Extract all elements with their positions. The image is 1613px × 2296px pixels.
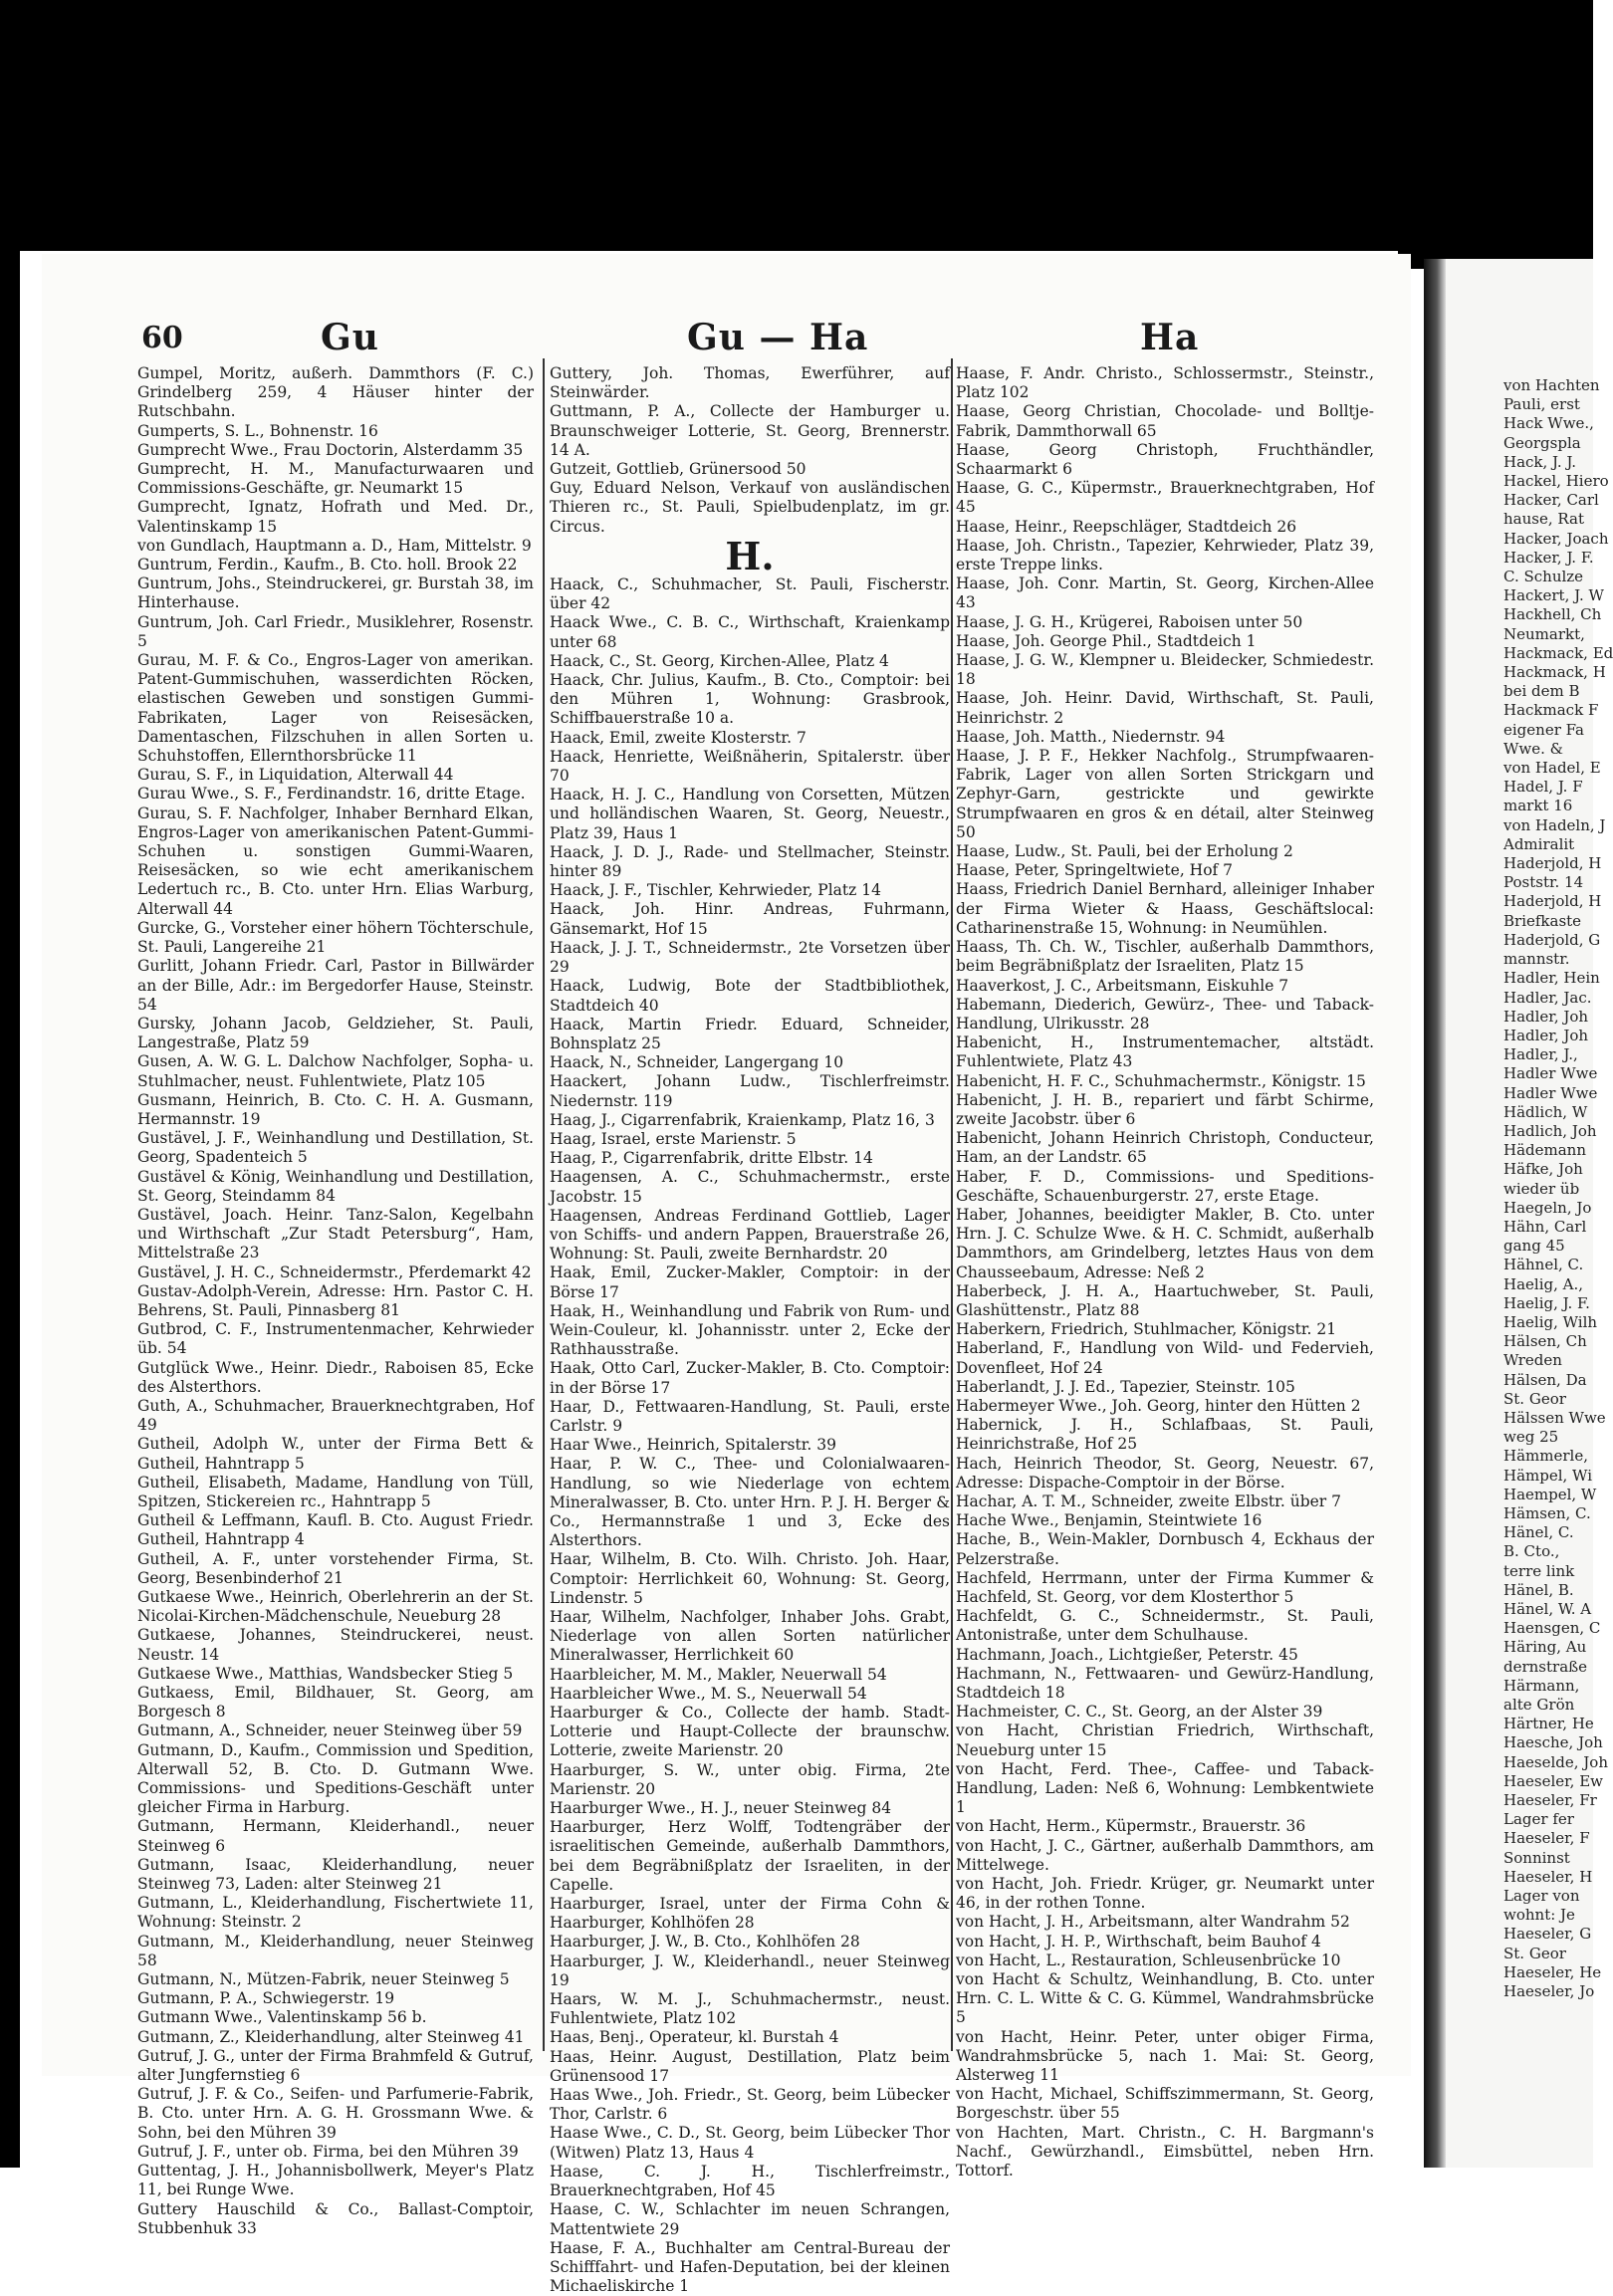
directory-entry: Haack, J. J. T., Schneidermstr., 2te Vorsetzen über 29: [550, 938, 950, 977]
directory-entry: Gumpel, Moritz, außerh. Dammthors (F. C.) Grindelberg 259, 4 Häuser hinter der Rutschbahn.: [137, 364, 534, 421]
directory-entry: Hach, Heinrich Theodor, St. Georg, Neuestr. 67, Adresse: Dispache-Comptoir in der Börse.: [956, 1454, 1374, 1492]
directory-entry: Gutmann, M., Kleiderhandlung, neuer Steinweg 58: [137, 1932, 534, 1969]
facing-page-fragment: markt 16: [1503, 797, 1573, 815]
directory-entry: Gutmann, Isaac, Kleiderhandlung, neuer Steinweg 73, Laden: alter Steinweg 21: [137, 1855, 534, 1894]
directory-entry: Haar, Wilhelm, B. Cto. Wilh. Christo. Joh. Haar, Comptoir: Herrlichkeit 60, Wohnung: St. Georg, Lindenstr. 5: [550, 1550, 950, 1607]
directory-entry: Gutmann, A., Schneider, neuer Steinweg über 59: [137, 1722, 523, 1740]
column-right: [956, 364, 1374, 2181]
directory-entry: Gutmann, Z., Kleiderhandlung, alter Steinweg 41: [137, 2027, 525, 2046]
directory-entry: Haass, Friedrich Daniel Bernhard, alleiniger Inhaber der Firma Wieter & Haass, Geschäftslocal: Catharinenstraße 15, Wohnung: in Neumühlen.: [956, 880, 1374, 937]
directory-entry: Haarburger, J. W., Kleiderhandl., neuer Steinweg 19: [550, 1952, 950, 1989]
column-rule: [543, 358, 545, 2051]
facing-page-fragment: Lager fer: [1503, 1810, 1574, 1829]
facing-page-fragment: Haesche, Joh: [1503, 1733, 1603, 1752]
facing-page-fragment: Härtner, He: [1503, 1715, 1594, 1733]
facing-page-fragment: Hackmack F: [1503, 701, 1599, 720]
facing-page-fragment: Hädemann: [1503, 1141, 1586, 1160]
directory-entry: Haas, Benj., Operateur, kl. Burstah 4: [550, 2028, 839, 2047]
facing-page-fragment: Hacker, Carl: [1503, 491, 1599, 510]
facing-page-fragment: Hälsen, Ch: [1503, 1332, 1587, 1351]
directory-entry: Gustävel, J. F., Weinhandlung und Destillation, St. Georg, Spadenteich 5: [137, 1129, 534, 1167]
directory-entry: von Hacht, Herm., Küpermstr., Brauerstr. 36: [956, 1817, 1306, 1836]
facing-page-fragment: Hack Wwe.,: [1503, 414, 1594, 433]
column-middle-continuation: [550, 364, 950, 537]
directory-entry: Haaverkost, J. C., Arbeitsmann, Eiskuhle 7: [956, 976, 1289, 995]
facing-page-fragment: Hälssen Wwe: [1503, 1408, 1606, 1427]
facing-page-fragment: Haeseler, G: [1503, 1925, 1592, 1944]
facing-page-fragment: Haderjold, H: [1503, 854, 1602, 873]
directory-entry: Haber, Johannes, beeidigter Makler, B. Cto. unter Hrn. J. C. Schulze Wwe. & H. C. Schmidt, außerhalb Dammthors, am Grindelberg, letztes Haus von dem Chausseebaum, Adresse: Neß 2: [956, 1205, 1374, 1281]
directory-entry: Gutheil, Adolph W., unter der Firma Bett & Gutheil, Hahntrapp 5: [137, 1435, 534, 1473]
directory-entry: Haack, Henriette, Weißnäherin, Spitalerstr. über 70: [550, 747, 950, 786]
directory-entry: Haarbleicher, M. M., Makler, Neuerwall 54: [550, 1665, 887, 1684]
directory-entry: Haar, D., Fettwaaren-Handlung, St. Pauli, erste Carlstr. 9: [550, 1397, 950, 1435]
directory-entry: Habenicht, J. H. B., repariert und färbt Schirme, zweite Jacobstr. über 6: [956, 1090, 1374, 1128]
directory-entry: Gutmann, Hermann, Kleiderhandl., neuer Steinweg 6: [137, 1817, 534, 1855]
directory-entry: Gustävel, Joach. Heinr. Tanz-Salon, Kegelbahn und Wirthschaft „Zur Stadt Petersburg“, Ham, Mittelstraße 23: [137, 1205, 534, 1263]
facing-page-fragment: C. Schulze: [1503, 568, 1584, 586]
facing-page-fragment: Georgspla: [1503, 433, 1581, 452]
directory-entry: Guttmann, P. A., Collecte der Hamburger u. Braunschweiger Lotterie, St. Georg, Brennerstr. 14 A.: [550, 402, 950, 459]
facing-page-fragment: Haderjold, G: [1503, 930, 1601, 949]
facing-page-fragment: St. Geor: [1503, 1944, 1566, 1962]
facing-page-fragment: Hälsen, Da: [1503, 1370, 1587, 1389]
facing-page-fragment: Hänel, C.: [1503, 1523, 1574, 1542]
directory-entry: Haarburger, J. W., B. Cto., Kohlhöfen 28: [550, 1933, 860, 1952]
directory-entry: Habenicht, H. F. C., Schuhmachermstr., Königstr. 15: [956, 1071, 1366, 1090]
facing-page-fragment: Haegeln, Jo: [1503, 1198, 1592, 1217]
directory-entry: Hachfeld, Herrmann, unter der Firma Kummer & Hachfeld, St. Georg, vor dem Klosterthor 5: [956, 1568, 1374, 1606]
facing-page-fragment: alte Grön: [1503, 1696, 1575, 1715]
facing-page-fragment: Hämmerle,: [1503, 1447, 1588, 1466]
directory-entry: Haarburger, Israel, unter der Firma Cohn & Haarburger, Kohlhöfen 28: [550, 1895, 950, 1933]
directory-entry: Habenicht, Johann Heinrich Christoph, Conducteur, Ham, an der Landstr. 65: [956, 1129, 1374, 1167]
facing-page-fragment: Haderjold, H: [1503, 892, 1602, 911]
directory-entry: Guttentag, J. H., Johannisbollwerk, Meyer's Platz 11, bei Runge Wwe.: [137, 2162, 534, 2199]
directory-entry: Gutkaese Wwe., Matthias, Wandsbecker Stieg 5: [137, 1664, 514, 1683]
directory-entry: Haase, F. Andr. Christo., Schlossermstr., Steinstr., Platz 102: [956, 364, 1374, 402]
directory-entry: Haak, H., Weinhandlung und Fabrik von Rum- und Wein-Couleur, kl. Johannisstr. unter 2, Ecke der Rathhausstraße.: [550, 1301, 950, 1359]
directory-entry: Gurau, S. F., in Liquidation, Alterwall 44: [137, 766, 454, 785]
directory-entry: Haar, Wilhelm, Nachfolger, Inhaber Johs. Grabt, Niederlage von allen Sorten natürlicher Mineralwasser, Herrlichkeit 60: [550, 1608, 950, 1665]
directory-entry: Haar Wwe., Heinrich, Spitalerstr. 39: [550, 1436, 836, 1455]
directory-entry: Gutruf, J. F. & Co., Seifen- und Parfumerie-Fabrik, B. Cto. unter Hrn. A. G. H. Grossmann Wwe. & Sohn, bei den Mühren 39: [137, 2085, 534, 2142]
directory-entry: Haase, J. G. W., Klempner u. Bleidecker, Schmiedestr. 18: [956, 651, 1374, 689]
facing-page-fragment: Haeseler, F: [1503, 1829, 1590, 1848]
directory-entry: von Hacht, Heinr. Peter, unter obiger Firma, Wandrahmsbrücke 5, nach 1. Mai: St. Georg, Alsterweg 11: [956, 2027, 1374, 2085]
section-letter: H.: [725, 533, 775, 578]
directory-entry: von Hacht, J. C., Gärtner, außerhalb Dammthors, am Mittelwege.: [956, 1836, 1374, 1874]
facing-page-fragment: Häfke, Joh: [1503, 1160, 1583, 1179]
directory-entry: Haase, J. G. H., Krügerei, Raboisen unter 50: [956, 612, 1303, 631]
facing-page-fragment: Hänel, W. A: [1503, 1600, 1592, 1618]
header-left: Gu: [321, 317, 379, 358]
facing-page-fragment: Lager von: [1503, 1887, 1580, 1906]
facing-page-fragment: wieder üb: [1503, 1179, 1580, 1198]
directory-entry: Gustav-Adolph-Verein, Adresse: Hrn. Pastor C. H. Behrens, St. Pauli, Pinnasberg 81: [137, 1281, 534, 1319]
directory-entry: Haack, Joh. Hinr. Andreas, Fuhrmann, Gänsemarkt, Hof 15: [550, 900, 950, 938]
facing-page-fragment: Wreden: [1503, 1351, 1562, 1370]
directory-entry: Haag, Israel, erste Marienstr. 5: [550, 1129, 797, 1148]
directory-entry: Guntrum, Joh. Carl Friedr., Musiklehrer, Rosenstr. 5: [137, 612, 534, 650]
facing-page-fragment: Hänel, B.: [1503, 1580, 1574, 1599]
facing-page-fragment: Hackhell, Ch: [1503, 605, 1602, 624]
directory-entry: Haack, C., Schuhmacher, St. Pauli, Fischerstr. über 42: [550, 575, 950, 613]
directory-entry: Habemann, Diederich, Gewürz-, Thee- und Taback-Handlung, Ulrikusstr. 28: [956, 995, 1374, 1033]
header-center: Gu — Ha: [687, 317, 869, 358]
facing-page-fragment: dernstraße: [1503, 1657, 1588, 1676]
directory-entry: Haarburger & Co., Collecte der hamb. Stadt-Lotterie und Haupt-Collecte der braunschw. Lotterie, zweite Marienstr. 20: [550, 1704, 950, 1760]
facing-page-fragment: Häring, Au: [1503, 1638, 1587, 1657]
facing-page-fragment: Hadel, J. F: [1503, 778, 1583, 797]
directory-entry: Guttery, Joh. Thomas, Ewerführer, auf Steinwärder.: [550, 364, 950, 402]
directory-entry: Gutheil, A. F., unter vorstehender Firma, St. Georg, Besenbinderhof 21: [137, 1549, 534, 1587]
facing-page-fragment: bei dem B: [1503, 682, 1580, 701]
facing-page-fragment: Hadler, Jac.: [1503, 988, 1592, 1007]
scan-border-left: [0, 251, 20, 2168]
directory-entry: Gusen, A. W. G. L. Dalchow Nachfolger, Sopha- u. Stuhlmacher, neust. Fuhlentwiete, Platz 105: [137, 1052, 534, 1090]
directory-entry: Gutruf, J. F., unter ob. Firma, bei den Mühren 39: [137, 2142, 519, 2161]
directory-entry: Haack, C., St. Georg, Kirchen-Allee, Platz 4: [550, 651, 889, 670]
facing-page-fragment: Hackmack, H: [1503, 663, 1606, 682]
facing-page-fragment: Hadler, Joh: [1503, 1007, 1589, 1026]
directory-entry: Haar, P. W. C., Thee- und Colonialwaaren-Handlung, so wie Niederlage von echtem Mineralwasser, B. Cto. unter Hrn. P. J. H. Berger & Co., Hermannstraße 1 und 3, Ecke des Alsterthors.: [550, 1455, 950, 1550]
facing-page-fragment: Hack, J. J.: [1503, 452, 1577, 471]
facing-page-fragment: Hadler Wwe: [1503, 1083, 1598, 1102]
page-number: 60: [141, 321, 183, 355]
directory-entry: Gumprecht, Ignatz, Hofrath und Med. Dr., Valentinskamp 15: [137, 498, 534, 536]
directory-entry: Haagensen, A. C., Schuhmachermstr., erste Jacobstr. 15: [550, 1168, 950, 1206]
directory-entry: Hachmann, Joach., Lichtgießer, Peterstr. 45: [956, 1645, 1298, 1664]
directory-entry: Haack, Ludwig, Bote der Stadtbibliothek, Stadtdeich 40: [550, 977, 950, 1015]
directory-entry: Haas, Heinr. August, Destillation, Platz beim Grünensood 17: [550, 2047, 950, 2085]
facing-page-fragment: Hämsen, C.: [1503, 1503, 1591, 1522]
directory-entry: Haase, Joh. Matth., Niedernstr. 94: [956, 727, 1226, 746]
directory-entry: Haack, Emil, zweite Klosterstr. 7: [550, 728, 806, 747]
facing-page-fragment: Haelig, Wilh: [1503, 1312, 1598, 1331]
facing-page-fragment: Haeselde, Joh: [1503, 1752, 1608, 1771]
directory-entry: Guth, A., Schuhmacher, Brauerknechtgraben, Hof 49: [137, 1396, 534, 1435]
facing-page-fragment: Hadler, J.,: [1503, 1045, 1578, 1064]
column-left: [137, 364, 534, 2238]
directory-entry: Haarburger Wwe., H. J., neuer Steinweg 84: [550, 1799, 892, 1818]
facing-page-fragment: Briefkaste: [1503, 911, 1582, 930]
directory-entry: Haase, C. J. H., Tischlerfreimstr., Brauerknechtgraben, Hof 45: [550, 2162, 950, 2200]
directory-entry: Haackert, Johann Ludw., Tischlerfreimstr. Niedernstr. 119: [550, 1072, 950, 1110]
facing-page-fragment: Neumarkt,: [1503, 624, 1585, 643]
directory-entry: Gutmann, D., Kaufm., Commission und Spedition, Alterwall 52, B. Cto. D. Gutmann Wwe. Commissions- und Speditions-Geschäft unter gleicher Firma in Harburg.: [137, 1740, 534, 1817]
directory-entry: Gutmann Wwe., Valentinskamp 56 b.: [137, 2008, 427, 2027]
facing-page-fragment: Hämpel, Wi: [1503, 1466, 1593, 1485]
facing-page-fragment: wohnt: Je: [1503, 1906, 1575, 1925]
column-rule: [951, 358, 953, 2051]
directory-entry: Haase, Ludw., St. Pauli, bei der Erholung 2: [956, 842, 1293, 861]
directory-entry: Guttery Hauschild & Co., Ballast-Comptoir, Stubbenhuk 33: [137, 2199, 534, 2237]
directory-entry: Haase, Joh. Christn., Tapezier, Kehrwieder, Platz 39, erste Treppe links.: [956, 536, 1374, 574]
directory-entry: Gutkaess, Emil, Bildhauer, St. Georg, am Borgesch 8: [137, 1684, 534, 1722]
facing-page-fragment: Wwe. &: [1503, 739, 1564, 758]
scan-border-right: [1398, 0, 1593, 269]
directory-entry: Gurau, M. F. & Co., Engros-Lager von amerikan. Patent-Gummischuhen, wasserdichten Röcken, elastischen Geweben und sonstigen Gummi-Fabrikaten, Lager von Reisesäcken, Damentaschen, Filzschuhen in allen Sorten u. Schuhstoffen, Ellernthorsbrücke 11: [137, 651, 534, 766]
facing-page-fragment: terre link: [1503, 1561, 1575, 1580]
directory-entry: Gumperts, S. L., Bohnenstr. 16: [137, 421, 378, 440]
header-right: Ha: [1140, 317, 1200, 358]
directory-entry: Haack, H. J. C., Handlung von Corsetten, Mützen und holländischen Waaren, St. Georg, Neuestr., Platz 39, Haus 1: [550, 786, 950, 842]
facing-page-fragment: B. Cto.,: [1503, 1542, 1560, 1561]
directory-entry: Gumprecht, H. M., Manufacturwaaren und Commissions-Geschäfte, gr. Neumarkt 15: [137, 460, 534, 498]
directory-entry: Haack Wwe., C. B. C., Wirthschaft, Kraienkamp unter 68: [550, 613, 950, 651]
facing-page-fragment: Poststr. 14: [1503, 873, 1584, 892]
directory-entry: Gutmann, N., Mützen-Fabrik, neuer Steinweg 5: [137, 1970, 510, 1989]
facing-page-fragment: Haeseler, Ew: [1503, 1771, 1603, 1790]
facing-page-fragment: Hähnel, C.: [1503, 1256, 1584, 1274]
directory-entry: Habenicht, H., Instrumentemacher, altstädt. Fuhlentwiete, Platz 43: [956, 1033, 1374, 1071]
facing-page-fragment: Haelig, A.,: [1503, 1274, 1584, 1293]
directory-entry: Gurcke, G., Vorsteher einer höhern Töchterschule, St. Pauli, Langereihe 21: [137, 918, 534, 957]
facing-page-fragment: gang 45: [1503, 1237, 1565, 1256]
facing-page-fragment: Sonninst: [1503, 1848, 1570, 1867]
directory-entry: Guntrum, Johs., Steindruckerei, gr. Burstah 38, im Hinterhause.: [137, 574, 534, 612]
directory-entry: Guntrum, Ferdin., Kaufm., B. Cto. holl. Brook 22: [137, 556, 518, 574]
directory-entry: Gurau Wwe., S. F., Ferdinandstr. 16, dritte Etage.: [137, 785, 526, 804]
facing-page-fragment: von Hachten: [1503, 376, 1600, 394]
facing-page-fragment: weg 25: [1503, 1428, 1559, 1447]
directory-entry: Haarburger, Herz Wolff, Todtengräber der israelitischen Gemeinde, außerhalb Dammthors, bei dem Begräbnißplatz der Israeliten, in der Capelle.: [550, 1818, 950, 1894]
directory-entry: Haase Wwe., C. D., St. Georg, beim Lübecker Thor (Witwen) Platz 13, Haus 4: [550, 2124, 950, 2162]
directory-entry: Haase, Heinr., Reepschläger, Stadtdeich 26: [956, 517, 1297, 536]
directory-entry: von Hacht, Ferd. Thee-, Caffee- und Taback-Handlung, Laden: Neß 6, Wohnung: Lembkentwiete 1: [956, 1759, 1374, 1817]
directory-entry: Guy, Eduard Nelson, Verkauf von ausländischen Thieren rc., St. Pauli, Spielbudenplatz, im gr. Circus.: [550, 479, 950, 536]
directory-entry: Haass, Th. Ch. W., Tischler, außerhalb Dammthors, beim Begräbnißplatz der Israeliten, Platz 15: [956, 938, 1374, 976]
facing-page-fragment: Haensgen, C: [1503, 1619, 1601, 1638]
facing-page-fragment: Haeseler, He: [1503, 1962, 1602, 1981]
facing-page-edge: [1446, 259, 1613, 2168]
directory-entry: Haarburger, S. W., unter obig. Firma, 2te Marienstr. 20: [550, 1760, 950, 1798]
facing-page-fragment: Hackert, J. W: [1503, 586, 1604, 605]
directory-entry: Gumprecht Wwe., Frau Doctorin, Alsterdamm 35: [137, 440, 524, 459]
directory-entry: Haarbleicher Wwe., M. S., Neuerwall 54: [550, 1684, 867, 1703]
facing-page-fragment: St. Geor: [1503, 1389, 1566, 1408]
directory-entry: Gutkaese, Johannes, Steindruckerei, neust. Neustr. 14: [137, 1626, 534, 1664]
directory-entry: Hachfeldt, G. C., Schneidermstr., St. Pauli, Antonistraße, unter dem Schulhause.: [956, 1607, 1374, 1645]
directory-entry: Haas Wwe., Joh. Friedr., St. Georg, beim Lübecker Thor, Carlstr. 6: [550, 2086, 950, 2124]
directory-entry: Haase, Joh. Conr. Martin, St. Georg, Kirchen-Allee 43: [956, 574, 1374, 612]
directory-entry: Haase, Georg Christian, Chocolade- und Bolltje-Fabrik, Dammthorwall 65: [956, 402, 1374, 440]
directory-entry: von Hacht & Schultz, Weinhandlung, B. Cto. unter Hrn. C. L. Witte & C. G. Kümmel, Wandrahmsbrücke 5: [956, 1970, 1374, 2027]
directory-entry: Gustävel & König, Weinhandlung und Destillation, St. Georg, Steindamm 84: [137, 1167, 534, 1205]
facing-page-fragment: Hackmack, Ed: [1503, 643, 1613, 662]
directory-entry: Haberkern, Friedrich, Stuhlmacher, Königstr. 21: [956, 1320, 1337, 1339]
column-middle-entries: [550, 575, 950, 2296]
directory-entry: von Gundlach, Hauptmann a. D., Ham, Mittelstr. 9: [137, 536, 532, 555]
directory-entry: Hachmeister, C. C., St. Georg, an der Alster 39: [956, 1703, 1323, 1722]
directory-entry: Haase, Joh. Heinr. David, Wirthschaft, St. Pauli, Heinrichstr. 2: [956, 689, 1374, 727]
directory-entry: von Hacht, J. H., Arbeitsmann, alter Wandrahm 52: [956, 1913, 1350, 1932]
directory-entry: Haars, W. M. J., Schuhmachermstr., neust. Fuhlentwiete, Platz 102: [550, 1990, 950, 2028]
directory-entry: Haack, J. D. J., Rade- und Stellmacher, Steinstr. hinter 89: [550, 842, 950, 881]
directory-entry: Hachar, A. T. M., Schneider, zweite Elbstr. über 7: [956, 1492, 1341, 1510]
facing-page-fragment: Härmann,: [1503, 1676, 1580, 1695]
scan-border-top: [0, 0, 1593, 251]
directory-entry: Gutzeit, Gottlieb, Grünersood 50: [550, 460, 806, 479]
facing-page-fragment: von Hadeln, J: [1503, 815, 1606, 834]
facing-page-fragment: Hädlich, W: [1503, 1102, 1588, 1121]
directory-entry: Hache Wwe., Benjamin, Steintwiete 16: [956, 1511, 1263, 1530]
directory-entry: Haber, F. D., Commissions- und Speditions-Geschäfte, Schauenburgerstr. 27, erste Etage.: [956, 1167, 1374, 1205]
directory-entry: Haagensen, Andreas Ferdinand Gottlieb, Lager von Schiffs- und andern Pappen, Brauerstraße 26, Wohnung: St. Pauli, zweite Bernhardstr. 20: [550, 1206, 950, 1263]
directory-entry: Haberbeck, J. H. A., Haartuchweber, St. Pauli, Glashüttenstr., Platz 88: [956, 1281, 1374, 1319]
directory-entry: Gutmann, P. A., Schwiegerstr. 19: [137, 1989, 395, 2008]
directory-entry: Habernick, J. H., Schlafbaas, St. Pauli, Heinrichstraße, Hof 25: [956, 1416, 1374, 1454]
directory-entry: Haase, C. W., Schlachter im neuen Schrangen, Mattentwiete 29: [550, 2200, 950, 2238]
directory-entry: Gutkaese Wwe., Heinrich, Oberlehrerin an der St. Nicolai-Kirchen-Mädchenschule, Neueburg 28: [137, 1588, 534, 1626]
facing-page-fragment: Hackel, Hiero: [1503, 472, 1609, 491]
facing-page-fragment: Hadler, Joh: [1503, 1026, 1589, 1044]
facing-page-fragment: eigener Fa: [1503, 720, 1584, 739]
facing-page-fragment: Haeseler, Fr: [1503, 1791, 1597, 1810]
directory-entry: Haak, Emil, Zucker-Makler, Comptoir: in der Börse 17: [550, 1263, 950, 1301]
directory-entry: Haag, P., Cigarrenfabrik, dritte Elbstr. 14: [550, 1149, 873, 1168]
directory-entry: Haase, Georg Christoph, Fruchthändler, Schaarmarkt 6: [956, 440, 1374, 479]
directory-entry: Gutmann, L., Kleiderhandlung, Fischertwiete 11, Wohnung: Steinstr. 2: [137, 1894, 534, 1932]
facing-page-fragment: mannstr.: [1503, 950, 1570, 969]
directory-entry: Gustävel, J. H. C., Schneidermstr., Pferdemarkt 42: [137, 1263, 532, 1281]
directory-entry: von Hacht, L., Restauration, Schleusenbrücke 10: [956, 1951, 1341, 1969]
directory-entry: Habermeyer Wwe., Joh. Georg, hinter den Hütten 2: [956, 1396, 1361, 1415]
directory-entry: Gutheil & Leffmann, Kaufl. B. Cto. August Friedr. Gutheil, Hahntrapp 4: [137, 1511, 534, 1549]
directory-entry: von Hacht, Christian Friedrich, Wirthschaft, Neueburg unter 15: [956, 1722, 1374, 1759]
directory-entry: Hachmann, N., Fettwaaren- und Gewürz-Handlung, Stadtdeich 18: [956, 1664, 1374, 1703]
directory-entry: Gursky, Johann Jacob, Geldzieher, St. Pauli, Langestraße, Platz 59: [137, 1014, 534, 1052]
directory-entry: Haak, Otto Carl, Zucker-Makler, B. Cto. Comptoir: in der Börse 17: [550, 1359, 950, 1397]
directory-entry: von Hachten, Mart. Christn., C. H. Bargmann's Nachf., Gewürzhandl., Eimsbüttel, neben Hrn. Tottorf.: [956, 2123, 1374, 2181]
facing-page-fragment: Hadler Wwe: [1503, 1064, 1598, 1083]
directory-entry: Hache, B., Wein-Makler, Dornbusch 4, Eckhaus der Pelzerstraße.: [956, 1530, 1374, 1568]
directory-entry: Haase, Joh. George Phil., Stadtdeich 1: [956, 631, 1257, 650]
directory-entry: Haack, Chr. Julius, Kaufm., B. Cto., Comptoir: bei den Mühren 1, Wohnung: Grasbrook, Schiffbauerstraße 10 a.: [550, 671, 950, 728]
facing-page-fragment: Admiralit: [1503, 834, 1575, 853]
facing-page-fragment: Hacker, Joach: [1503, 529, 1609, 548]
directory-entry: Haack, N., Schneider, Langergang 10: [550, 1053, 844, 1072]
directory-entry: Haase, J. P. F., Hekker Nachfolg., Strumpfwaaren-Fabrik, Lager von allen Sorten Strickgarn und Zephyr-Garn, gestrickte und gewirkte Strumpfwaaren en gros & en détail, alter Steinweg 50: [956, 747, 1374, 841]
column-middle: [550, 364, 950, 2296]
directory-entry: Gutbrod, C. F., Instrumentenmacher, Kehrwieder üb. 54: [137, 1320, 534, 1358]
facing-page-fragment: Haelig, J. F.: [1503, 1293, 1590, 1312]
facing-page-fragment: hause, Rat: [1503, 510, 1584, 529]
facing-page-fragment: Pauli, erst: [1503, 395, 1580, 414]
directory-entry: Haase, Peter, Springeltwiete, Hof 7: [956, 861, 1234, 880]
directory-entry: Haack, J. F., Tischler, Kehrwieder, Platz 14: [550, 881, 881, 900]
directory-entry: Haase, G. C., Küpermstr., Brauerknechtgraben, Hof 45: [956, 479, 1374, 517]
facing-page-fragment: von Hadel, E: [1503, 759, 1601, 778]
directory-entry: Haberlandt, J. J. Ed., Tapezier, Steinstr. 105: [956, 1377, 1295, 1396]
directory-entry: Haase, F. A., Buchhalter am Central-Bureau der Schifffahrt- und Hafen-Deputation, bei der kleinen Michaeliskirche 1: [550, 2238, 950, 2296]
directory-entry: von Hacht, Joh. Friedr. Krüger, gr. Neumarkt unter 46, in der rothen Tonne.: [956, 1875, 1374, 1913]
facing-page-fragment: Haempel, W: [1503, 1485, 1597, 1503]
directory-entry: Gutruf, J. G., unter der Firma Brahmfeld & Gutruf, alter Jungfernstieg 6: [137, 2046, 534, 2085]
directory-entry: Haberland, F., Handlung von Wild- und Federvieh, Dovenfleet, Hof 24: [956, 1339, 1374, 1377]
facing-page-fragment: Hadlich, Joh: [1503, 1121, 1597, 1140]
facing-page-fragment: Haeseler, H: [1503, 1867, 1593, 1886]
directory-entry: Gusmann, Heinrich, B. Cto. C. H. A. Gusmann, Hermannstr. 19: [137, 1090, 534, 1128]
directory-entry: von Hacht, Michael, Schiffszimmermann, St. Georg, Borgeschstr. über 55: [956, 2085, 1374, 2123]
facing-page-fragment: Haeseler, Jo: [1503, 1982, 1595, 2001]
directory-entry: Gurau, S. F. Nachfolger, Inhaber Bernhard Elkan, Engros-Lager von amerikanischen Patent-Gummi-Schuhen u. sonstigen Gummi-Waaren, Reisesäcken, so wie echt amerikanischem Ledertuch rc., B. Cto. unter Hrn. Elias Warburg, Alterwall 44: [137, 804, 534, 918]
facing-page-fragment: Hähn, Carl: [1503, 1217, 1587, 1236]
directory-entry: Gutheil, Elisabeth, Madame, Handlung von Tüll, Spitzen, Stickereien rc., Hahntrapp 5: [137, 1473, 534, 1510]
facing-page-fragment: Hacker, J. F.: [1503, 548, 1594, 567]
directory-entry: von Hacht, J. H. P., Wirthschaft, beim Bauhof 4: [956, 1932, 1321, 1951]
book-gutter: [1424, 259, 1446, 2168]
directory-entry: Gurlitt, Johann Friedr. Carl, Pastor in Billwärder an der Bille, Adr.: im Bergedorfer Hause, Steinstr. 54: [137, 957, 534, 1014]
facing-page-fragment: Hadler, Hein: [1503, 969, 1600, 988]
directory-entry: Haack, Martin Friedr. Eduard, Schneider, Bohnsplatz 25: [550, 1015, 950, 1052]
directory-entry: Gutglück Wwe., Heinr. Diedr., Raboisen 85, Ecke des Alsterthors.: [137, 1358, 534, 1396]
directory-entry: Haag, J., Cigarrenfabrik, Kraienkamp, Platz 16, 3: [550, 1110, 935, 1129]
